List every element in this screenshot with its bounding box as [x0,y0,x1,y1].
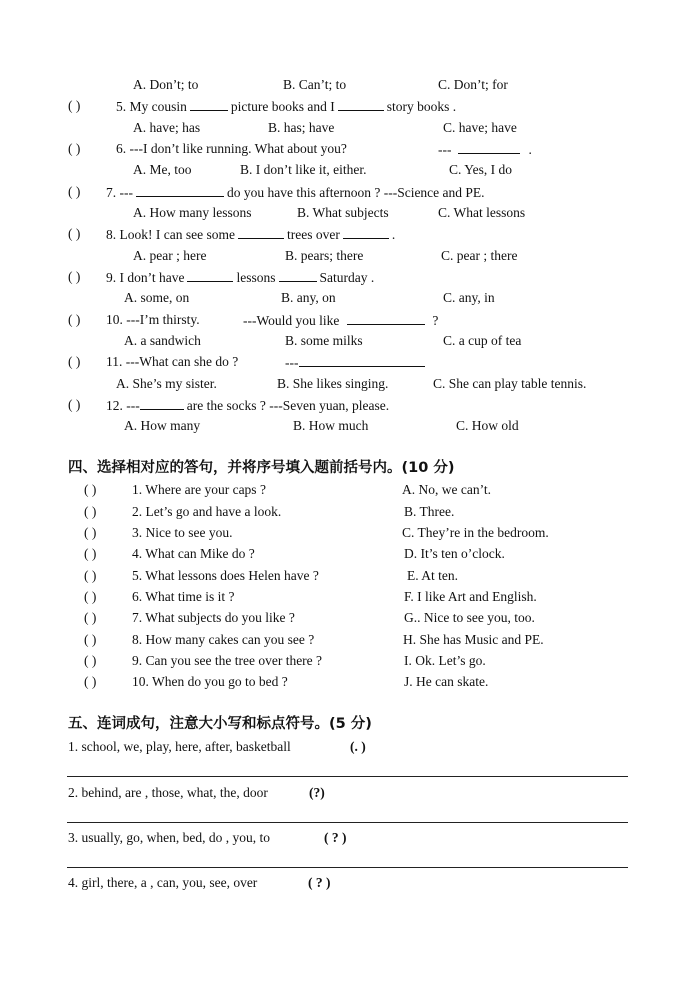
q12-answer-paren[interactable]: ( ) [68,397,81,412]
q12-blank[interactable] [140,395,184,410]
question-10 [0,310,696,330]
match-row-6 [0,587,696,607]
q10-mid: ---Would you like [243,313,340,328]
match-answer-b: B. Three. [404,504,455,519]
match-row-9 [0,651,696,671]
sentence-punct-4: ( ? ) [308,875,331,890]
q5-option-c[interactable]: C. have; have [443,120,517,135]
q5-option-a[interactable]: A. have; has [133,120,201,135]
match-row-5 [0,566,696,586]
answer-line-3[interactable] [67,867,628,868]
q10-option-c[interactable]: C. a cup of tea [443,333,522,348]
q11-blank[interactable] [299,352,425,367]
sentence-item-2 [0,783,696,803]
sentence-words-3: 3. usually, go, when, bed, do , you, to [68,830,270,845]
question-5 [0,96,696,116]
q7-options [0,203,696,223]
q8-answer-paren[interactable]: ( ) [68,226,81,241]
q10-answer-paren[interactable]: ( ) [68,312,81,327]
match-paren-10[interactable]: ( ) [84,674,97,689]
match-paren-9[interactable]: ( ) [84,653,97,668]
q11-option-c[interactable]: C. She can play table tennis. [433,376,587,391]
q8-options [0,246,696,266]
match-paren-5[interactable]: ( ) [84,568,97,583]
sentence-words-4: 4. girl, there, a , can, you, see, over [68,875,258,890]
q7-option-a[interactable]: A. How many lessons [133,205,252,220]
match-answer-j: J. He can skate. [404,674,489,689]
q9-pre: 9. I don’t have [106,270,185,285]
q4-option-c[interactable]: C. Don’t; for [438,77,508,92]
match-question-6: 6. What time is it ? [132,589,235,604]
match-answer-c: C. They’re in the bedroom. [402,525,549,540]
match-row-3 [0,523,696,543]
q10-option-b[interactable]: B. some milks [285,333,363,348]
answer-line-1[interactable] [67,776,628,777]
q9-blank-1[interactable] [187,267,233,282]
match-paren-8[interactable]: ( ) [84,632,97,647]
part5-title: 五、连词成句，注意大小写和标点符号。(5 分) [68,716,372,732]
q5-post: story books . [386,99,457,114]
match-row-1 [0,480,696,500]
q10-post: ? [432,313,439,328]
q12-option-c[interactable]: C. How old [456,418,519,433]
q6-reply [438,139,532,160]
q7-answer-paren[interactable]: ( ) [68,184,81,199]
q5-pre: 5. My cousin [116,99,187,114]
question-11 [0,352,696,372]
match-paren-4[interactable]: ( ) [84,546,97,561]
q11-option-b[interactable]: B. She likes singing. [277,376,389,391]
match-row-8 [0,630,696,650]
q4-options [0,75,696,95]
q4-option-a[interactable]: A. Don’t; to [133,77,199,92]
q9-option-a[interactable]: A. some, on [124,290,190,305]
q7-post: do you have this afternoon ? ---Science and PE. [227,185,485,200]
match-answer-a: A. No, we can’t. [402,482,491,497]
match-question-5: 5. What lessons does Helen have ? [132,568,319,583]
q6-options [0,160,696,180]
q9-mid: lessons [236,270,276,285]
q9-blank-2[interactable] [279,267,317,282]
q6-option-a[interactable]: A. Me, too [133,162,192,177]
q10-options [0,331,696,351]
q10-reply [243,310,438,331]
sentence-punct-2: (?) [309,785,325,800]
q9-text [106,267,374,288]
match-row-2 [0,502,696,522]
q12-post: are the socks ? ---Seven yuan, please. [186,398,390,413]
part4-title: 四、选择相对应的答句，并将序号填入题前括号内。(10 分) [68,460,455,476]
q6-pre: 6. ---I don’t like running. What about you? [116,141,347,156]
question-8 [0,224,696,244]
match-paren-1[interactable]: ( ) [84,482,97,497]
match-paren-2[interactable]: ( ) [84,504,97,519]
q7-option-c[interactable]: C. What lessons [438,205,526,220]
q12-options [0,416,696,436]
match-answer-h: H. She has Music and PE. [403,632,544,647]
q11-mid: --- [285,355,299,370]
match-answer-d: D. It’s ten o’clock. [404,546,505,561]
q7-text [106,182,485,203]
q11-reply [285,352,428,373]
sentence-words-1: 1. school, we, play, here, after, basketball [68,739,291,754]
match-paren-3[interactable]: ( ) [84,525,97,540]
match-row-7 [0,608,696,628]
question-9 [0,267,696,287]
q9-post: Saturday . [319,270,375,285]
q11-options [0,374,696,394]
q6-option-b[interactable]: B. I don’t like it, either. [240,162,367,177]
answer-line-2[interactable] [67,822,628,823]
question-6 [0,139,696,159]
q8-pre: 8. Look! I can see some [106,227,235,242]
q8-option-a[interactable]: A. pear ; here [133,248,207,263]
q7-pre: 7. --- [106,185,133,200]
q11-option-a[interactable]: A. She’s my sister. [116,376,217,391]
q9-option-b[interactable]: B. any, on [281,290,336,305]
match-question-3: 3. Nice to see you. [132,525,233,540]
q11-pre: 11. ---What can she do ? [106,354,239,369]
q9-answer-paren[interactable]: ( ) [68,269,81,284]
sentence-item-4 [0,873,696,893]
q6-answer-paren[interactable]: ( ) [68,141,81,156]
q8-mid: trees over [286,227,340,242]
match-row-10 [0,672,696,692]
match-answer-g: G.. Nice to see you, too. [404,610,535,625]
match-question-7: 7. What subjects do you like ? [132,610,295,625]
match-paren-6[interactable]: ( ) [84,589,97,604]
q8-text [106,224,395,245]
q7-option-b[interactable]: B. What subjects [297,205,389,220]
sentence-words-2: 2. behind, are , those, what, the, door [68,785,268,800]
q12-text [106,395,389,416]
q9-options [0,288,696,308]
match-question-9: 9. Can you see the tree over there ? [132,653,323,668]
match-question-4: 4. What can Mike do ? [132,546,255,561]
q5-blank-2[interactable] [338,96,384,111]
q8-post: . [391,227,396,242]
match-question-1: 1. Where are your caps ? [132,482,266,497]
sentence-punct-3: ( ? ) [324,830,347,845]
match-answer-i: I. Ok. Let’s go. [404,653,486,668]
q8-option-c[interactable]: C. pear ; there [441,248,518,263]
q7-blank[interactable] [136,182,224,197]
match-paren-7[interactable]: ( ) [84,610,97,625]
match-answer-e: E. At ten. [407,568,458,583]
q5-options [0,118,696,138]
q12-option-b[interactable]: B. How much [293,418,369,433]
q12-pre: 12. --- [106,398,140,413]
sentence-item-3 [0,828,696,848]
question-12 [0,395,696,415]
q5-answer-paren[interactable]: ( ) [68,98,81,113]
match-question-8: 8. How many cakes can you see ? [132,632,315,647]
q6-blank[interactable] [458,139,520,154]
q9-option-c[interactable]: C. any, in [443,290,495,305]
q11-answer-paren[interactable]: ( ) [68,354,81,369]
question-7 [0,182,696,202]
q10-pre: 10. ---I’m thirsty. [106,312,200,327]
q8-blank-2[interactable] [343,224,389,239]
sentence-punct-1: (. ) [350,739,366,754]
q6-option-c[interactable]: C. Yes, I do [449,162,513,177]
q6-mid: --- [438,142,452,157]
q8-option-b[interactable]: B. pears; there [285,248,364,263]
q5-blank-1[interactable] [190,96,228,111]
q5-mid: picture books and I [230,99,335,114]
match-answer-f: F. I like Art and English. [404,589,537,604]
q12-option-a[interactable]: A. How many [124,418,201,433]
match-question-2: 2. Let’s go and have a look. [132,504,282,519]
q4-option-b[interactable]: B. Can’t; to [283,77,347,92]
q5-text [116,96,456,117]
q8-blank-1[interactable] [238,224,284,239]
q5-option-b[interactable]: B. has; have [268,120,335,135]
match-row-4 [0,544,696,564]
sentence-item-1 [0,737,696,757]
q10-blank[interactable] [347,310,425,325]
match-question-10: 10. When do you go to bed ? [132,674,288,689]
q10-option-a[interactable]: A. a sandwich [124,333,201,348]
q6-post: . [528,142,532,157]
